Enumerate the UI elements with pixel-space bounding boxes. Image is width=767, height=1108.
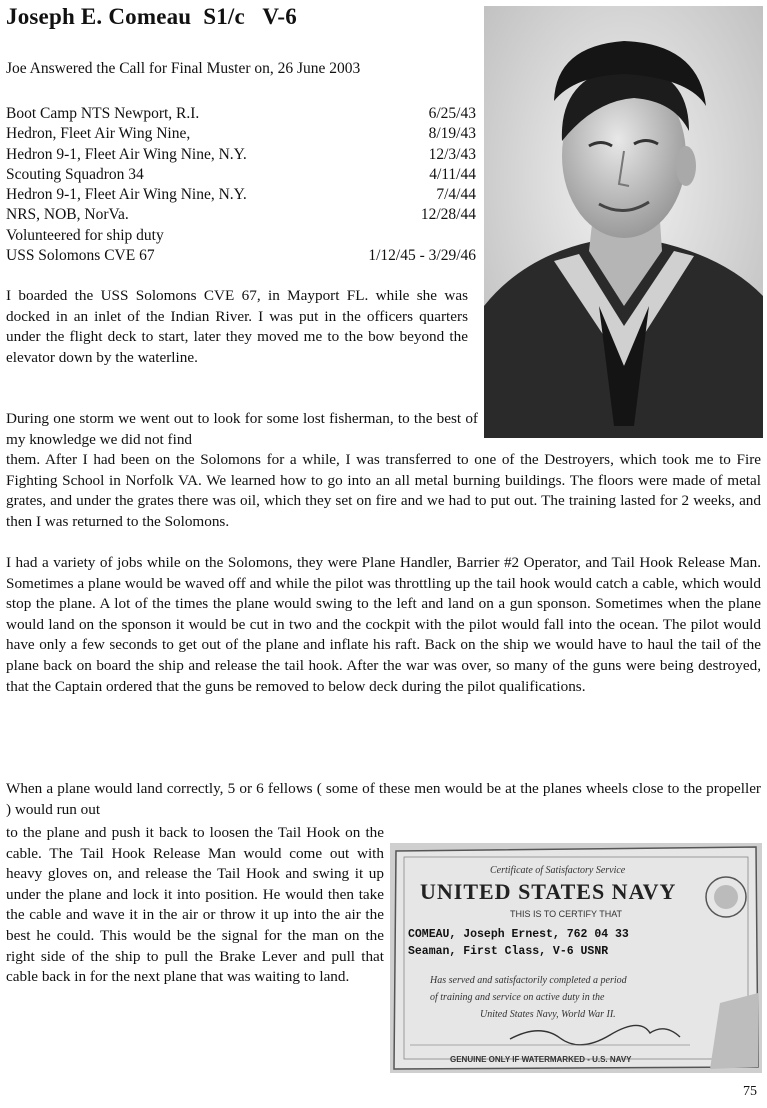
certificate-body-2: of training and service on active duty in the bbox=[430, 992, 605, 1003]
service-place: Boot Camp NTS Newport, R.I. bbox=[6, 105, 200, 122]
certificate-name: COMEAU, Joseph Ernest, 762 04 33 bbox=[408, 928, 629, 941]
service-place: Volunteered for ship duty bbox=[6, 226, 164, 244]
service-date: 7/4/44 bbox=[436, 186, 476, 204]
certificate-certify: THIS IS TO CERTIFY THAT bbox=[510, 909, 623, 919]
certificate-card bbox=[390, 843, 762, 1073]
paragraph-storm-rest: them. After I had been on the Solomons for a while, I was transferred to one of the Destroyers, which took me to Fire Fighting School in Norfolk VA. We learned how to go into an all metal burning buildings. The floors were made of metal grates, and under the grates there was oil, which they set on fire and we had to put out. The training lasted for 2 weeks, and then I was returned to the Solomons. bbox=[6, 451, 761, 530]
service-date: 8/19/43 bbox=[428, 125, 476, 143]
service-row bbox=[6, 246, 476, 266]
certificate-footer: GENUINE ONLY IF WATERMARKED - U.S. NAVY bbox=[450, 1055, 632, 1064]
certificate-navy-title: UNITED STATES NAVY bbox=[420, 879, 677, 904]
service-record bbox=[6, 104, 476, 266]
certificate-body-3: United States Navy, World War II. bbox=[480, 1009, 616, 1020]
paragraph-jobs: I had a variety of jobs while on the Solomons, they were Plane Handler, Barrier #2 Operator, and Tail Hook Release Man. Sometimes a plane would be waved off and while the pilot was throttling up the tail hook would catch a cable, which would stop the plane. A lot of the times the plane would swing to the left and land on a gun sponson. Sometimes when the plane would land on the sponson it would be cut in two and the cockpit with the pilot would fall into the ocean. The pilot would have only a few seconds to get out of the plane and inflate his raft. Back on the ship we would have to haul the tail of the plane back on board the ship and release the tail hook. After the war was over, so many of the guns were being destroyed, that the Captain ordered that the guns be removed to below deck during the pilot qualifications. bbox=[6, 554, 761, 695]
service-place: NRS, NOB, NorVa. bbox=[6, 206, 129, 224]
service-date: 12/28/44 bbox=[420, 206, 476, 224]
service-place: USS Solomons CVE 67 bbox=[6, 247, 155, 265]
paragraph-landing-start: When a plane would land correctly, 5 or 6 fellows ( some of these men would be at the planes wheels close to the propeller ) would run out bbox=[6, 780, 761, 818]
service-place: Hedron, Fleet Air Wing Nine, bbox=[6, 125, 191, 143]
service-row bbox=[6, 124, 476, 144]
page-title: Joseph E. Comeau S1/c V-6 bbox=[6, 4, 297, 29]
certificate-rank: Seaman, First Class, V-6 USNR bbox=[408, 945, 609, 958]
service-date: 12/3/43 bbox=[428, 145, 476, 163]
paragraph-storm-start: During one storm we went out to look for some lost fisherman, to the best of my knowledge we did not find bbox=[6, 410, 478, 448]
service-row bbox=[6, 205, 476, 225]
paragraph-landing-rest: to the plane and push it back to loosen the Tail Hook on the cable. The Tail Hook Release Man would come out with heavy gloves on, and release the Tail Hook and swing it up under the plane and lock it into position. He would then take the cable and wave it in the air or throw it up into the air the best he could. This would be the signal for the man on the right side of the ship to pull the Brake Lever and pull that cable back in for the next plane that was waiting to land. bbox=[6, 824, 384, 986]
service-place: Hedron 9-1, Fleet Air Wing Nine, N.Y. bbox=[6, 145, 247, 163]
navy-service-certificate bbox=[390, 843, 762, 1073]
service-row bbox=[6, 145, 476, 165]
service-date: 4/11/44 bbox=[429, 165, 476, 183]
service-row bbox=[6, 165, 476, 185]
service-date: 6/25/43 bbox=[428, 105, 476, 122]
portrait-illustration bbox=[484, 6, 763, 438]
service-place: Hedron 9-1, Fleet Air Wing Nine, N.Y. bbox=[6, 186, 247, 204]
paragraph-boarding: I boarded the USS Solomons CVE 67, in Mayport FL. while she was docked in an inlet of the Indian River. I was put in the officers quarters under the flight deck to start, later they moved me to the bow beyond the elevator down by the waterline. bbox=[6, 287, 468, 366]
service-date: 1/12/45 - 3/29/46 bbox=[368, 247, 476, 265]
final-muster-line: Joe Answered the Call for Final Muster on, 26 June 2003 bbox=[6, 60, 361, 77]
page-number: 75 bbox=[743, 1084, 757, 1099]
service-row bbox=[6, 185, 476, 205]
service-row bbox=[6, 104, 476, 124]
sailor-portrait-photo bbox=[484, 6, 763, 438]
service-row bbox=[6, 226, 476, 246]
service-place: Scouting Squadron 34 bbox=[6, 165, 144, 183]
certificate-body-1: Has served and satisfactorily completed a period bbox=[430, 975, 627, 986]
certificate-heading: Certificate of Satisfactory Service bbox=[490, 865, 626, 876]
